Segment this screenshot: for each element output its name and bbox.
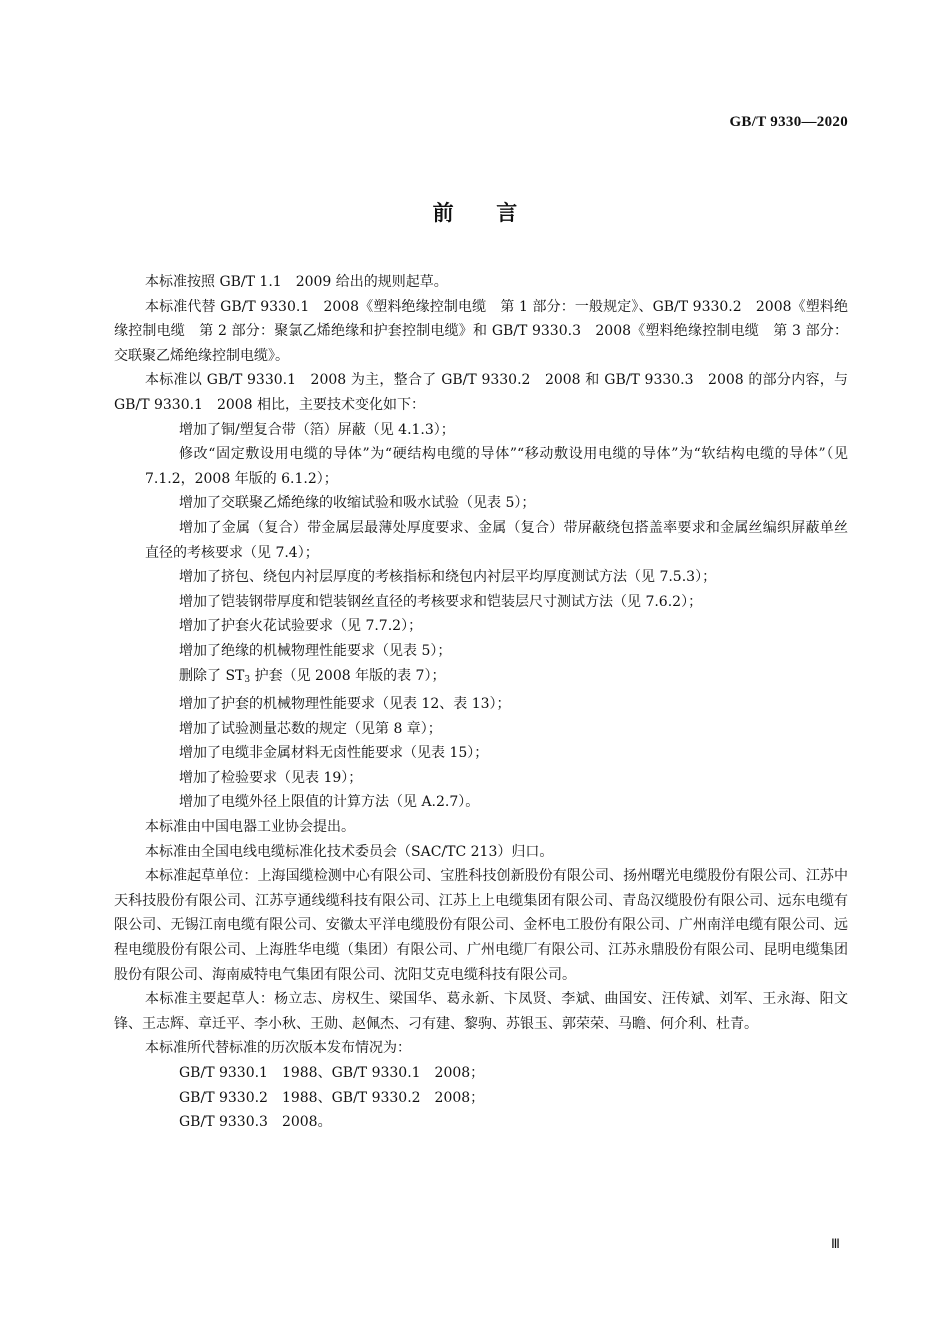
list-item: 修改“固定敷设用电缆的导体”为“硬结构电缆的导体”“移动敷设用电缆的导体”为“软结构电缆的导体”（见 7.1.2，2008 年版的 6.1.2）； [145, 446, 848, 487]
drafting-units-paragraph: 本标准起草单位：上海国缆检测中心有限公司、宝胜科技创新股份有限公司、扬州曙光电缆股份有限公司、江苏中天科技股份有限公司、江苏亨通线缆科技有限公司、江苏上上电缆集团有限公司、青岛汉缆股份有限公司、远东电缆有限公司、无锡江南电缆有限公司、安徽太平洋电缆股份有限公司、金杯电工股份有限公司、广州南洋电缆有限公司、远程电缆股份有限公司、上海胜华电缆（集团）有限公司、广州电缆厂有限公司、江苏永鼎股份有限公司、昆明电缆集团股份有限公司、海南威特电气集团有限公司、沈阳艾克电缆科技有限公司。 [114, 868, 848, 983]
list-item: 增加了交联聚乙烯绝缘的收缩试验和吸水试验（见表 5）； [179, 495, 536, 512]
list-item: 增加了铠装钢带厚度和铠装钢丝直径的考核要求和铠装层尺寸测试方法（见 7.6.2）； [179, 593, 703, 610]
list-item: 增加了铜/塑复合带（箔）屏蔽（见 4.1.3）； [179, 421, 455, 438]
drafters-paragraph: 本标准主要起草人：杨立志、房权生、梁国华、葛永新、卞凤贤、李斌、曲国安、汪传斌、刘军、王永海、阳文锋、王志辉、章迁平、李小秋、王勋、赵佩杰、刁有建、黎驹、苏银玉、郭荣荣、马瞻、何介利、杜青。 [114, 991, 848, 1032]
list-item: 增加了电缆外径上限值的计算方法（见 A.2.7）。 [179, 794, 480, 811]
deleted-suffix: 护套（见 2008 年版的表 7）； [250, 667, 446, 684]
subscript: 3 [244, 674, 251, 685]
centralized-by-paragraph: 本标准由全国电线电缆标准化技术委员会（SAC/TC 213）归口。 [145, 843, 554, 860]
drafting-rule-paragraph: 本标准按照 GB/T 1.1 2009 给出的规则起草。 [145, 274, 448, 290]
foreword-body [114, 270, 848, 1135]
list-item: 增加了电缆非金属材料无卤性能要求（见表 15）； [179, 745, 489, 762]
page-title: 前 言 [432, 201, 518, 225]
deleted-prefix: 删除了 ST [179, 667, 245, 684]
list-item: 增加了挤包、绕包内衬层厚度的考核指标和绕包内衬层平均厚度测试方法（见 7.5.3）； [179, 569, 717, 586]
list-item: 增加了护套火花试验要求（见 7.7.2）； [179, 618, 423, 635]
changes-list [114, 418, 848, 816]
history-item: GB/T 9330.1 1988、GB/T 9330.1 2008； [179, 1065, 485, 1081]
list-item: 增加了护套的机械物理性能要求（见表 12、表 13）； [179, 696, 511, 713]
main-changes-paragraph: 本标准以 GB/T 9330.1 2008 为主，整合了 GB/T 9330.2 2008 和 GB/T 9330.3 2008 的部分内容，与 GB/T 9330.1 2008 相比，主要技术变化如下： [114, 372, 848, 413]
proposed-by-paragraph: 本标准由中国电器工业协会提出。 [145, 819, 355, 836]
history-intro-paragraph: 本标准所代替标准的历次版本发布情况为： [145, 1040, 411, 1057]
list-item: 增加了绝缘的机械物理性能要求（见表 5）； [179, 642, 452, 659]
list-item: 增加了金属（复合）带金属层最薄处厚度要求、金属（复合）带屏蔽绕包搭盖率要求和金属丝编织屏蔽单丝直径的考核要求（见 7.4）； [145, 519, 848, 561]
list-item: 增加了试验测量芯数的规定（见第 8 章）； [179, 720, 442, 737]
page-number: Ⅲ [831, 1236, 840, 1251]
history-item: GB/T 9330.2 1988、GB/T 9330.2 2008； [179, 1089, 485, 1106]
replaces-paragraph: 本标准代替 GB/T 9330.1 2008《塑料绝缘控制电缆 第 1 部分：一般规定》、GB/T 9330.2 2008《塑料绝缘控制电缆 第 2 部分：聚氯乙烯绝缘和护套控制电缆》和 GB/T 9330.3 2008《塑料绝缘控制电缆 第 3 部分：交联聚乙烯绝缘控制电缆》。 [114, 298, 848, 364]
list-item: 增加了检验要求（见表 19）； [179, 769, 363, 786]
standard-number: GB/T 9330—2020 [729, 114, 848, 130]
list-item [145, 664, 848, 693]
history-list [114, 1061, 848, 1135]
history-item: GB/T 9330.3 2008。 [179, 1114, 332, 1131]
